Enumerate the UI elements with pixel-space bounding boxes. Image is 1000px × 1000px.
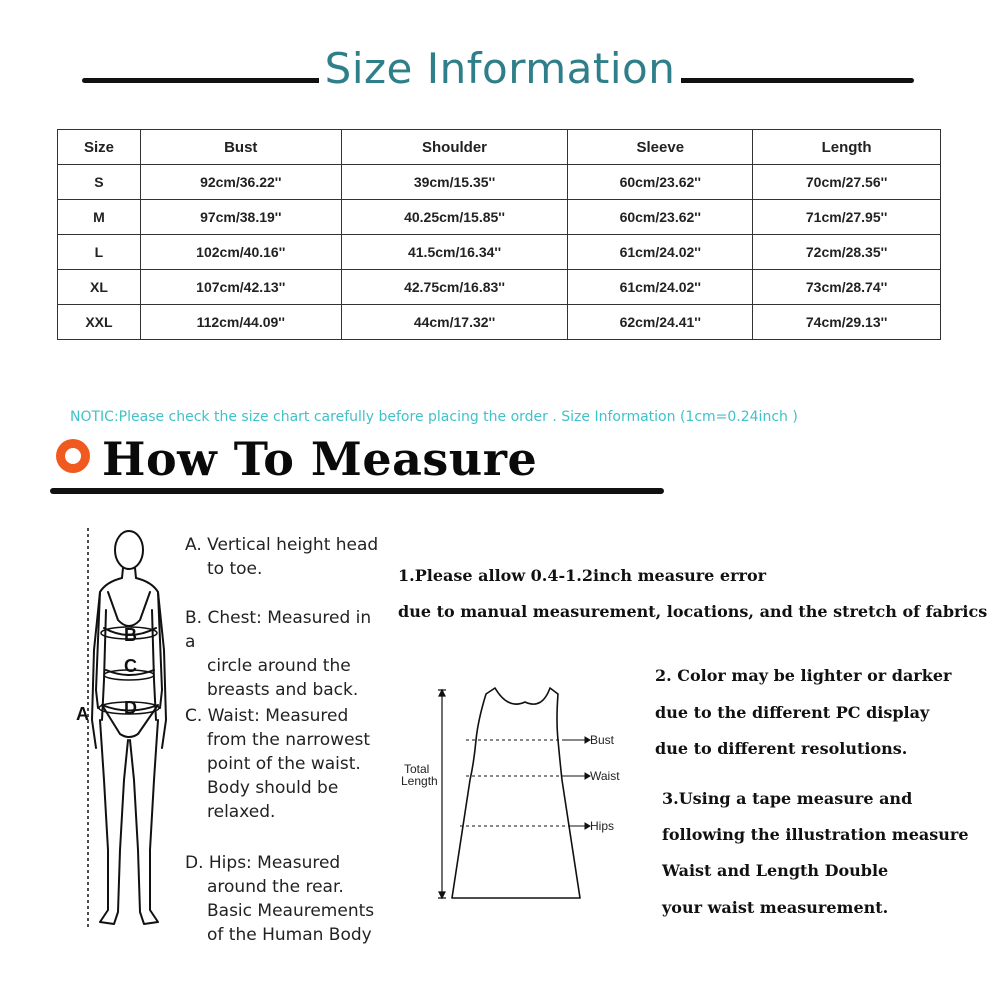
header-sleeve: Sleeve <box>568 130 753 165</box>
cell-size: M <box>58 200 141 235</box>
cell-shoulder: 39cm/15.35'' <box>341 165 568 200</box>
note-3-line4: your waist measurement. <box>662 898 889 917</box>
cell-bust: 97cm/38.19'' <box>140 200 341 235</box>
definition-d-line2: around the rear. <box>207 877 344 897</box>
cell-bust: 112cm/44.09'' <box>140 305 341 340</box>
definition-d-line3: Basic Meaurements <box>207 901 375 921</box>
definition-d-line1: D. Hips: Measured <box>185 853 341 873</box>
table-row <box>58 270 941 305</box>
table-row <box>58 305 941 340</box>
definition-c-line3: point of the waist. <box>207 754 361 774</box>
note-3-line3: Waist and Length Double <box>662 861 889 880</box>
figure-letter-c: C <box>124 656 137 676</box>
cell-length: 71cm/27.95'' <box>753 200 941 235</box>
definition-a <box>185 533 385 581</box>
cell-size: S <box>58 165 141 200</box>
orange-ring-icon <box>56 439 90 473</box>
how-to-measure-title: How To Measure <box>102 432 538 486</box>
note-2-line2: due to the different PC display <box>655 703 930 722</box>
cell-length: 72cm/28.35'' <box>753 235 941 270</box>
body-figure-icon <box>68 520 178 940</box>
size-notice: NOTIC:Please check the size chart carefully before placing the order . Size Information (1cm=0.24inch ) <box>70 409 798 425</box>
dress-label-total: Total <box>404 762 430 776</box>
definition-c-line4: Body should be <box>207 778 339 798</box>
cell-length: 73cm/28.74'' <box>753 270 941 305</box>
definition-b-line1: B. Chest: Measured in a <box>185 608 372 652</box>
definition-c-line2: from the narrowest <box>207 730 371 750</box>
cell-size: XL <box>58 270 141 305</box>
definition-c <box>185 704 385 824</box>
note-3-line2: following the illustration measure <box>662 825 969 844</box>
dress-label-bust: Bust <box>590 733 615 747</box>
note-1-line2: due to manual measurement, locations, and the stretch of fabrics <box>398 602 988 621</box>
header-bust: Bust <box>140 130 341 165</box>
cell-sleeve: 62cm/24.41'' <box>568 305 753 340</box>
size-table <box>57 129 941 340</box>
header-shoulder: Shoulder <box>341 130 568 165</box>
definition-b-line3: breasts and back. <box>207 680 359 700</box>
cell-shoulder: 40.25cm/15.85'' <box>341 200 568 235</box>
cell-sleeve: 61cm/24.02'' <box>568 270 753 305</box>
cell-bust: 92cm/36.22'' <box>140 165 341 200</box>
cell-shoulder: 41.5cm/16.34'' <box>341 235 568 270</box>
note-2-line3: due to different resolutions. <box>655 739 908 758</box>
dress-diagram-icon <box>430 680 620 910</box>
cell-length: 74cm/29.13'' <box>753 305 941 340</box>
cell-sleeve: 60cm/23.62'' <box>568 165 753 200</box>
table-row <box>58 235 941 270</box>
header-length: Length <box>753 130 941 165</box>
cell-shoulder: 44cm/17.32'' <box>341 305 568 340</box>
cell-sleeve: 61cm/24.02'' <box>568 235 753 270</box>
how-to-measure-rule <box>50 488 664 494</box>
dress-label-hips: Hips <box>590 819 615 833</box>
definition-a-line1: A. Vertical height head <box>185 535 379 555</box>
definition-d <box>185 851 385 947</box>
cell-length: 70cm/27.56'' <box>753 165 941 200</box>
table-row <box>58 200 941 235</box>
definition-d-line4: of the Human Body <box>207 925 372 945</box>
definition-c-line5: relaxed. <box>207 802 276 822</box>
cell-bust: 107cm/42.13'' <box>140 270 341 305</box>
definition-a-line2: to toe. <box>207 559 263 579</box>
note-2-line1: 2. Color may be lighter or darker <box>655 666 952 685</box>
cell-sleeve: 60cm/23.62'' <box>568 200 753 235</box>
table-row <box>58 165 941 200</box>
header-size: Size <box>58 130 141 165</box>
definition-b-line2: circle around the <box>207 656 351 676</box>
table-header-row <box>58 130 941 165</box>
note-3-line1: 3.Using a tape measure and <box>662 789 913 808</box>
cell-size: L <box>58 235 141 270</box>
figure-letter-d: D <box>124 698 137 718</box>
figure-letter-b: B <box>124 625 137 645</box>
cell-bust: 102cm/40.16'' <box>140 235 341 270</box>
figure-letter-a: A <box>76 704 89 724</box>
note-1-line1: 1.Please allow 0.4-1.2inch measure error <box>398 566 767 585</box>
page-title: Size Information <box>0 44 1000 93</box>
dress-label-length: Length <box>401 774 438 788</box>
cell-size: XXL <box>58 305 141 340</box>
definition-b <box>185 606 385 702</box>
definition-c-line1: C. Waist: Measured <box>185 706 349 726</box>
cell-shoulder: 42.75cm/16.83'' <box>341 270 568 305</box>
dress-label-waist: Waist <box>590 769 620 783</box>
